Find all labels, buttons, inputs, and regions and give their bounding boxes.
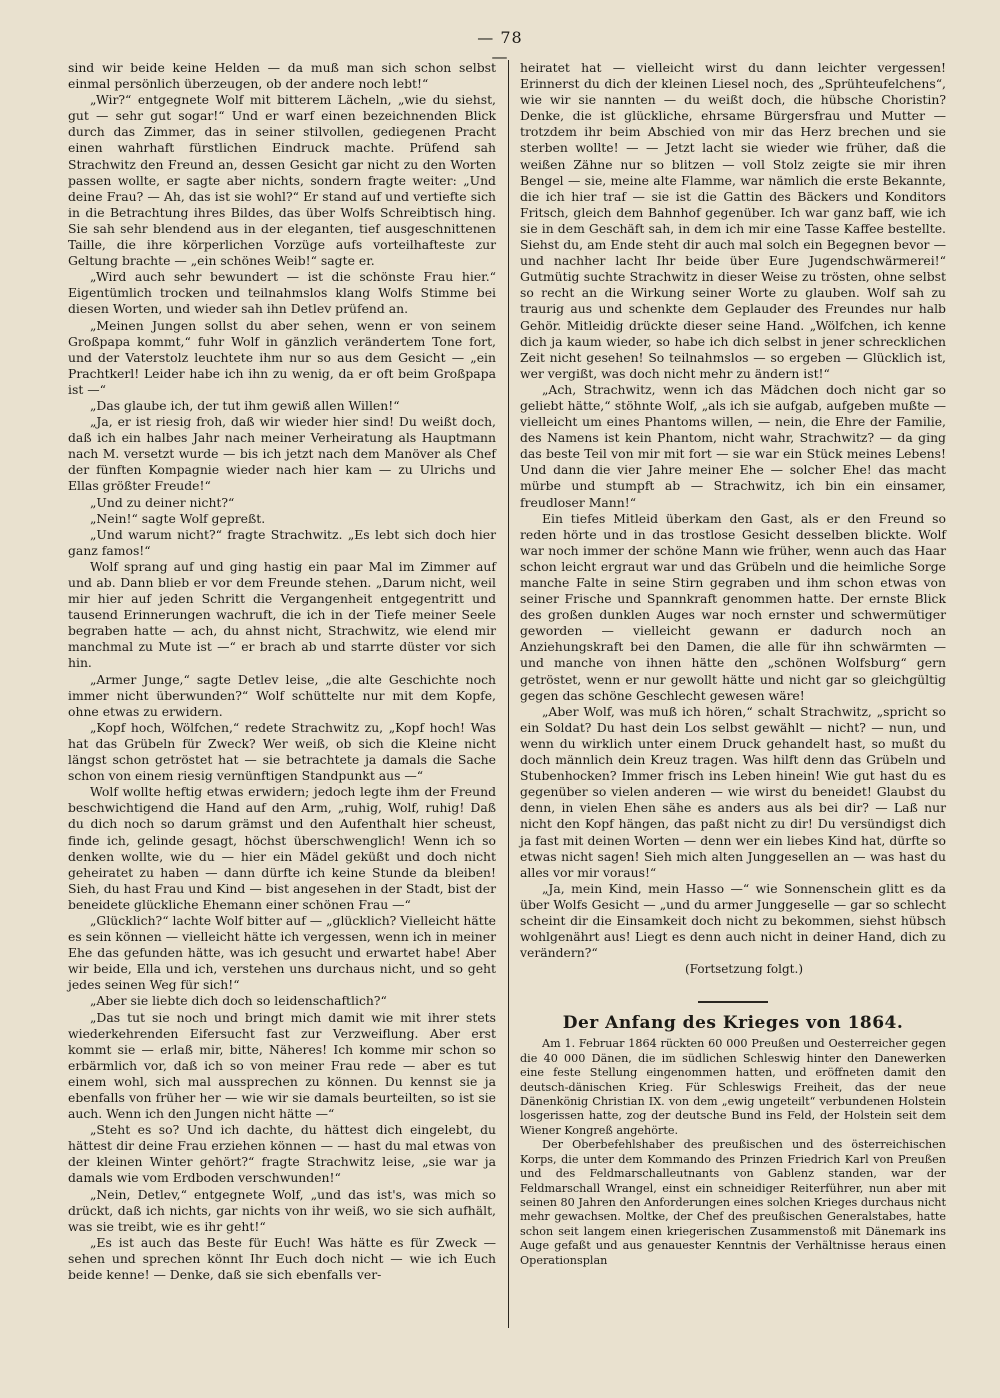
story-paragraph: „Das tut sie noch und bringt mich damit wie mit ihrer stets wiederkehrenden Eifersucht fast zur Verzweiflung. Aber erst kommt sie — erlaß mir, bitte, Näheres! Ich komme mir schon so erbärmlich vor, daß ich so von meiner Frau rede — aber es tut einem wohl, sich mal aussprechen zu können. Du kennst sie ja ebenfalls von früher her — wie wir sie damals beurteilten, so ist sie auch. Wenn ich den Jungen nicht hätte —“ bbox=[68, 1009, 496, 1122]
story-paragraph: „Wird auch sehr bewundert — ist die schönste Frau hier.“ Eigentümlich trocken und teilnahmslos klang Wolfs Stimme bei diesen Worten, und wieder sah ihn Detlev prüfend an. bbox=[68, 269, 496, 317]
to-be-continued-note: (Fortsetzung folgt.) bbox=[685, 962, 803, 977]
story-paragraph: „Nein!“ sagte Wolf gepreßt. bbox=[90, 510, 266, 526]
story-paragraph: „Das glaube ich, der tut ihm gewiß allen Willen!“ bbox=[90, 397, 400, 413]
article-body bbox=[520, 1037, 946, 1268]
story-paragraph: Wolf wollte heftig etwas erwidern; jedoch legte ihm der Freund beschwichtigend die Hand auf den Arm, „ruhig, Wolf, ruhig! Daß du dich noch so darum grämst und den Aufenthalt hier scheust, finde ich, gelinde gesagt, höchst überschwenglich! Wenn ich so denken wollte, wie du — hier ein Mädel geküßt und doch nicht geheiratet zu haben — dann dürfte ich keine Stunde da bleiben! Sieh, du hast Frau und Kind — bist angesehen in der Stadt, bist der beneidete glückliche Ehemann einer schönen Frau —“ bbox=[68, 784, 496, 912]
story-paragraph: „Aber Wolf, was muß ich hören,“ schalt Strachwitz, „spricht so ein Soldat? Du hast dein Los selbst gewählt — nicht? — nun, und wenn du wirklich unter einem Druck gehandelt hast, so mußt du doch männlich dein Kreuz tragen. Was hilft denn das Grübeln und Stubenhocken? Immer frisch ins Leben hinein! Wie gut hast du es gegenüber so vielen anderen — wie wirst du beneidet! Glaubst du denn, in vielen Ehen sähe es anders aus als bei dir? — Laß nur nicht den Kopf hängen, das paßt nicht zu dir! Du versündigst dich ja fast mit deinen Worten — denn wer ein liebes Kind hat, dürfte so etwas nicht sagen! Sieh mich alten Junggesellen an — was hast du alles vor mir voraus!“ bbox=[520, 703, 946, 880]
story-continuation bbox=[520, 60, 946, 961]
story-paragraph: heiratet hat — vielleicht wirst du dann leichter vergessen! Erinnerst du dich der kleinen Liesel noch, des „Sprühteufelchens“, wie wir sie nannten — du weißt doch, die hübsche Choristin? Denke, die ist glückliche, ehrsame Bürgersfrau und Mutter — trotzdem ihr beim Abschied von mir das Herz brechen und sie sterben wollte! — — Jetzt lacht sie wieder wie früher, daß die weißen Zähne nur so blitzen — voll Stolz zeigte sie mir ihren Bengel — sie, meine alte Flamme, war nämlich die erste Bekannte, die ich hier traf — sie ist die Gattin des Bäckers und Konditors Fritsch, gleich dem Bahnhof gegenüber. Ich war ganz baff, wie ich sie in dem Geschäft sah, in dem ich mir eine Tasse Kaffee bestellte. Siehst du, am Ende steht dir auch mal solch ein Begegnen bevor — und nachher lacht Ihr beide über Eure Jugendschwärmerei!“ Gutmütig suchte Strachwitz in dieser Weise zu trösten, ohne selbst so recht an die Wirkung seiner Worte zu glauben. Wolf sah zu traurig aus und schenkte dem Geplauder des Freundes nur halb Gehör. Mitleidig drückte dieser seine Hand. „Wölfchen, ich kenne dich ja kaum wieder, so habe ich dich selbst in jener schrecklichen Zeit nicht gesehen! So teilnahmslos — so ergeben — Glücklich ist, wer vergißt, was doch nicht mehr zu ändern ist!“ bbox=[520, 60, 946, 381]
story-paragraph: „Meinen Jungen sollst du aber sehen, wenn er von seinem Großpapa kommt,“ fuhr Wolf in gänzlich verändertem Tone fort, und der Vaterstolz leuchtete ihm nur so aus dem Gesicht — „ein Prachtkerl! Leider habe ich ihn zu wenig, da er oft beim Großpapa ist —“ bbox=[68, 317, 496, 397]
article-paragraph: Der Oberbefehlshaber des preußischen und des österreichischen Korps, die unter dem Kommando des Prinzen Friedrich Karl von Preußen und des Feldmarschalleutnants von Gablenz standen, war der Feldmarschall Wrangel, einst ein schneidiger Reiterführer, nun aber mit seinen 80 Jahren den Anforderungen eines solchen Krieges durchaus nicht mehr gewachsen. Moltke, der Chef des preußischen Generalstabes, hatte schon seit langem einen kriegerischen Zusammenstoß mit Dänemark ins Auge gefaßt und aus genauester Kenntnis der Verhältnisse heraus einen Operationsplan bbox=[520, 1138, 946, 1267]
story-paragraph: „Steht es so? Und ich dachte, du hättest dich eingelebt, du hättest dir deine Frau erziehen können — — hast du mal etwas von der kleinen Winter gehört?“ fragte Strachwitz leise, „sie war ja damals wie vom Erdboden verschwunden!“ bbox=[68, 1122, 496, 1186]
story-paragraph: Ein tiefes Mitleid überkam den Gast, als er den Freund so reden hörte und in das trostlose Gesicht desselben blickte. Wolf war noch immer der schöne Mann wie früher, wenn auch das Haar schon leicht ergraut war und das Grübeln und die heimliche Sorge manche Falte in seine Stirn gegraben und ihm schon etwas von seiner Frische und Spannkraft genommen hatte. Der ernste Blick des großen dunklen Auges war noch ernster und schwermütiger geworden — vielleicht gewann er dadurch noch an Anziehungskraft bei den Damen, die alle für ihn schwärmten — und manche von ihnen hätte den „schönen Wolfsburg“ gern getröstet, wenn er nur gewollt hätte und nicht gar so gleichgültig gegen das schöne Geschlecht gewesen wäre! bbox=[520, 510, 946, 703]
story-paragraph: „Und warum nicht?“ fragte Strachwitz. „Es lebt sich doch hier ganz famos!“ bbox=[68, 526, 496, 558]
story-paragraph: „Und zu deiner nicht?“ bbox=[90, 494, 235, 510]
story-paragraph: „Armer Junge,“ sagte Detlev leise, „die alte Geschichte noch immer nicht überwunden?“ Wolf schüttelte nur mit dem Kopfe, ohne etwas zu erwidern. bbox=[68, 671, 496, 719]
story-paragraph: „Es ist auch das Beste für Euch! Was hätte es für Zweck — sehen und sprechen könnt Ihr Euch doch nicht — wie ich Euch beide kenne! — Denke, daß sie sich ebenfalls ver- bbox=[68, 1234, 496, 1283]
page-number: — 78 — bbox=[477, 28, 523, 66]
column-divider bbox=[508, 60, 509, 1328]
story-paragraph: Wolf sprang auf und ging hastig ein paar Mal im Zimmer auf und ab. Dann blieb er vor dem Freunde stehen. „Darum nicht, weil mir hier auf jeden Schritt die Vergangenheit entgegentritt und tausend Erinnerungen wachruft, die ich in der Tiefe meiner Seele begraben hatte — ach, du ahnst nicht, Strachwitz, wie elend mir manchmal zu Mute ist —“ er brach ab und starrte düster vor sich hin. bbox=[68, 558, 496, 671]
story-paragraph: „Ja, er ist riesig froh, daß wir wieder hier sind! Du weißt doch, daß ich ein halbes Jahr nach meiner Verheiratung als Hauptmann nach M. versetzt wurde — bis ich jetzt nach dem Manöver als Chef der fünften Kompagnie wieder nach hier kam — zu Ulrichs und Ellas größter Freude!“ bbox=[68, 414, 496, 494]
story-paragraph: „Ja, mein Kind, mein Hasso —“ wie Sonnenschein glitt es da über Wolfs Gesicht — „und du armer Junggeselle — gar so schlecht scheint dir die Einsamkeit doch nicht zu bekommen, siehst hübsch wohlgenährt aus! Liegt es denn auch nicht in deiner Hand, dich zu verändern?“ bbox=[520, 880, 946, 961]
section-separator bbox=[698, 1001, 768, 1003]
article-paragraph: Am 1. Februar 1864 rückten 60 000 Preußen und Oesterreicher gegen die 40 000 Dänen, die im südlichen Schleswig hinter den Danewerken eine feste Stellung eingenommen hatten, und eröffneten damit den deutsch-dänischen Krieg. Für Schleswigs Freiheit, das der neue Dänenkönig Christian IX. von dem „ewig ungeteilt“ verbundenen Holstein losgerissen hatte, zog der deutsche Bund ins Feld, der Holstein seit dem Wiener Kongreß angehörte. bbox=[520, 1037, 946, 1137]
story-paragraph: „Nein, Detlev,“ entgegnete Wolf, „und das ist's, was mich so drückt, daß ich nichts, gar nichts von ihr weiß, wo sie sich aufhält, was sie treibt, wie es ihr geht!“ bbox=[68, 1186, 496, 1234]
story-paragraph: „Kopf hoch, Wölfchen,“ redete Strachwitz zu, „Kopf hoch! Was hat das Grübeln für Zweck? Wer weiß, ob sich die Kleine nicht längst schon getröstet hat — sie betrachtete ja damals die Sache schon von einem riesig vernünftigen Standpunkt aus —“ bbox=[68, 719, 496, 784]
story-paragraph: „Glücklich?“ lachte Wolf bitter auf — „glücklich? Vielleicht hätte es sein können — vielleicht hätte ich vergessen, wenn ich in meiner Ehe das gefunden hätte, was ich gesucht und erwartet habe! Aber wir beide, Ella und ich, verstehen uns durchaus nicht, und so geht jedes seinen Weg für sich!“ bbox=[68, 912, 497, 993]
left-column bbox=[68, 60, 496, 1283]
story-paragraph: „Aber sie liebte dich doch so leidenschaftlich?“ bbox=[90, 993, 387, 1009]
story-paragraph: sind wir beide keine Helden — da muß man sich schon selbst einmal persönlich überzeugen, ob der andere noch lebt!“ bbox=[68, 60, 496, 92]
right-column bbox=[520, 60, 946, 1268]
story-paragraph: „Wir?“ entgegnete Wolf mit bitterem Lächeln, „wie du siehst, gut — sehr gut sogar!“ Und er warf einen bezeichnenden Blick durch das Zimmer, das in seiner stilvollen, gediegenen Pracht einen wahrhaft fürstlichen Eindruck machte. Prüfend sah Strachwitz den Freund an, dessen Gesicht gar nicht zu den Worten passen wollte, er sagte aber nichts, sondern fragte weiter: „Und deine Frau? — Ah, das ist sie wohl?“ Er stand auf und vertiefte sich in die Betrachtung ihres Bildes, das über Wolfs Schreibtisch hing. Sie sah sehr blendend aus in der eleganten, tief ausgeschnittenen Taille, die ihre körperlichen Vorzüge aufs vorteilhafteste zur Geltung brachte — „ein schönes Weib!“ sagte er. bbox=[68, 92, 496, 269]
article-title: Der Anfang des Krieges von 1864. bbox=[562, 1013, 904, 1034]
story-paragraph: „Ach, Strachwitz, wenn ich das Mädchen doch nicht gar so geliebt hätte,“ stöhnte Wolf, „als ich sie aufgab, aufgeben mußte — vielleicht um eines Phantoms willen, — nein, die Ehre der Familie, des Namens ist kein Phantom, nicht wahr, Strachwitz? — da ging das beste Teil von mir mit fort — sie war ein Stück meines Lebens! Und dann die vier Jahre meiner Ehe — solcher Ehe! das macht mürbe und stumpft ab — Strachwitz, ich bin ein einsamer, freudloser Mann!“ bbox=[520, 381, 946, 510]
